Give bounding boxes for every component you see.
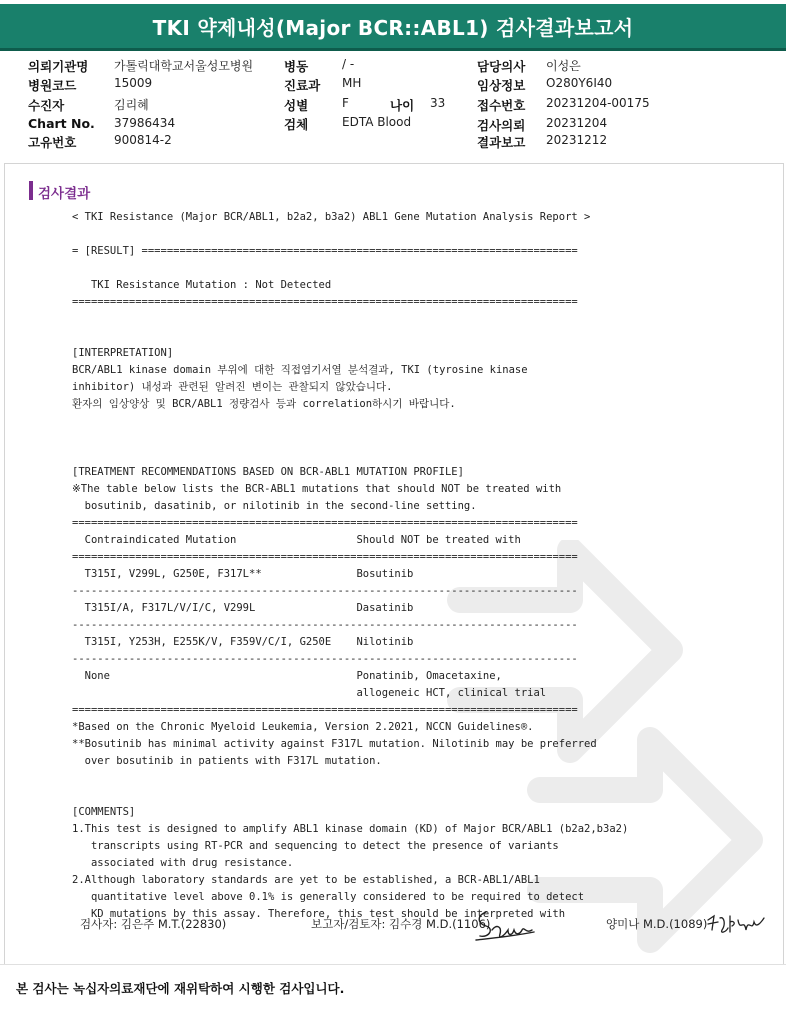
report-line: inhibitor) 내성과 관련된 알려진 변이는 관찰되지 않았습니다. <box>72 381 393 393</box>
footer-divider <box>0 964 786 965</box>
report-line: [COMMENTS] <box>72 806 136 818</box>
hospital-code-value: 15009 <box>114 76 153 90</box>
report-line: 2.Although laboratory standards are yet to be established, a BCR-ABL1/ABL1 <box>72 874 540 886</box>
receipt-value: 20231204-00175 <box>546 96 650 110</box>
report-line: T315I, V299L, G250E, F317L** Bosutinib <box>72 568 414 580</box>
report-line: T315I/A, F317L/V/I/C, V299L Dasatinib <box>72 602 414 614</box>
section-marker <box>29 181 33 200</box>
patient-label: 수진자 <box>28 98 65 113</box>
ward-value: / - <box>342 57 355 71</box>
tester-signature-line: 검사자: 김은주 M.T.(22830) <box>80 917 227 931</box>
report-line: Contraindicated Mutation Should NOT be treated with <box>72 534 521 546</box>
footer-note: 본 검사는 녹십자의료재단에 재위탁하여 시행한 검사입니다. <box>16 981 345 996</box>
hospital-code-label: 병원코드 <box>28 78 77 93</box>
report-line: over bosutinib in patients with F317L mutation. <box>72 755 382 767</box>
report-line: *Based on the Chronic Myeloid Leukemia, Version 2.2021, NCCN Guidelines®. <box>72 721 534 733</box>
receipt-label: 접수번호 <box>477 98 526 113</box>
age-label: 나이 <box>390 98 415 113</box>
doctor-value: 이성은 <box>546 59 581 73</box>
report-line: ================================================================================ <box>72 517 578 529</box>
institution-value: 가톨릭대학교서울성모병원 <box>114 59 254 73</box>
dept-value: MH <box>342 76 362 90</box>
report-line: -------------------------------------------------------------------------------- <box>72 619 578 631</box>
report-line: -------------------------------------------------------------------------------- <box>72 585 578 597</box>
report-line: < TKI Resistance (Major BCR/ABL1, b2a2, b3a2) ABL1 Gene Mutation Analysis Report > <box>72 211 591 223</box>
third-signature <box>704 910 766 944</box>
report-line: ================================================================================ <box>72 296 578 308</box>
clinical-label: 임상정보 <box>477 78 526 93</box>
chart-label: Chart No. <box>28 116 95 131</box>
report-line: ================================================================================ <box>72 551 578 563</box>
report-date-value: 20231212 <box>546 133 608 147</box>
section-title: 검사결과 <box>38 186 91 202</box>
report-line: transcripts using RT-PCR and sequencing to detect the presence of variants <box>72 840 559 852</box>
unique-value: 900814-2 <box>114 133 172 147</box>
report-line: -------------------------------------------------------------------------------- <box>72 653 578 665</box>
report-line: bosutinib, dasatinib, or nilotinib in the second-line setting. <box>72 500 477 512</box>
request-label: 검사의뢰 <box>477 118 526 133</box>
sex-value: F <box>342 96 349 110</box>
report-title: TKI 약제내성(Major BCR::ABL1) 검사결과보고서 <box>0 4 786 51</box>
specimen-value: EDTA Blood <box>342 115 412 129</box>
doctor-label: 담당의사 <box>477 59 526 74</box>
ward-label: 병동 <box>284 59 309 74</box>
report-line: ================================================================================ <box>72 704 578 716</box>
dept-label: 진료과 <box>284 78 321 93</box>
report-line: quantitative level above 0.1% is generally considered to be required to detect <box>72 891 585 903</box>
report-line: associated with drug resistance. <box>72 857 294 869</box>
chart-value: 37986434 <box>114 116 176 130</box>
report-line: TKI Resistance Mutation : Not Detected <box>72 279 332 291</box>
report-line: KD mutations by this assay. Therefore, this test should be interpreted with <box>72 908 566 920</box>
clinical-value: O280Y6I40 <box>546 76 613 90</box>
report-date-label: 결과보고 <box>477 135 526 150</box>
report-line: allogeneic HCT, clinical trial <box>72 687 547 699</box>
report-line: [INTERPRETATION] <box>72 347 174 359</box>
age-value: 33 <box>430 96 446 110</box>
report-line: **Bosutinib has minimal activity against F317L mutation. Nilotinib may be preferred <box>72 738 597 750</box>
report-line: None Ponatinib, Omacetaxine, <box>72 670 502 682</box>
report-line: ※The table below lists the BCR-ABL1 mutations that should NOT be treated with <box>72 483 562 495</box>
reviewer-signature <box>474 906 536 944</box>
institution-label: 의뢰기관명 <box>28 59 89 74</box>
patient-value: 김리혜 <box>114 98 149 112</box>
report-line: T315I, Y253H, E255K/V, F359V/C/I, G250E Nilotinib <box>72 636 414 648</box>
sex-label: 성별 <box>284 98 309 113</box>
reviewer-signature-line: 보고자/검토자: 김수경 M.D.(1106) <box>311 917 491 931</box>
report-line: 1.This test is designed to amplify ABL1 kinase domain (KD) of Major BCR/ABL1 (b2a2,b3a2) <box>72 823 629 835</box>
unique-label: 고유번호 <box>28 135 77 150</box>
report-line: [TREATMENT RECOMMENDATIONS BASED ON BCR-ABL1 MUTATION PROFILE] <box>72 466 464 478</box>
request-value: 20231204 <box>546 116 608 130</box>
report-line: 환자의 임상양상 및 BCR/ABL1 정량검사 등과 correlation하시기 바랍니다. <box>72 398 456 410</box>
report-line: = [RESULT] ===================================================================== <box>72 245 578 257</box>
specimen-label: 검체 <box>284 117 309 132</box>
report-line: BCR/ABL1 kinase domain 부위에 대한 직접염기서열 분석결과, TKI (tyrosine kinase <box>72 364 528 376</box>
third-signature-line: 양미나 M.D.(1089) <box>606 917 708 931</box>
